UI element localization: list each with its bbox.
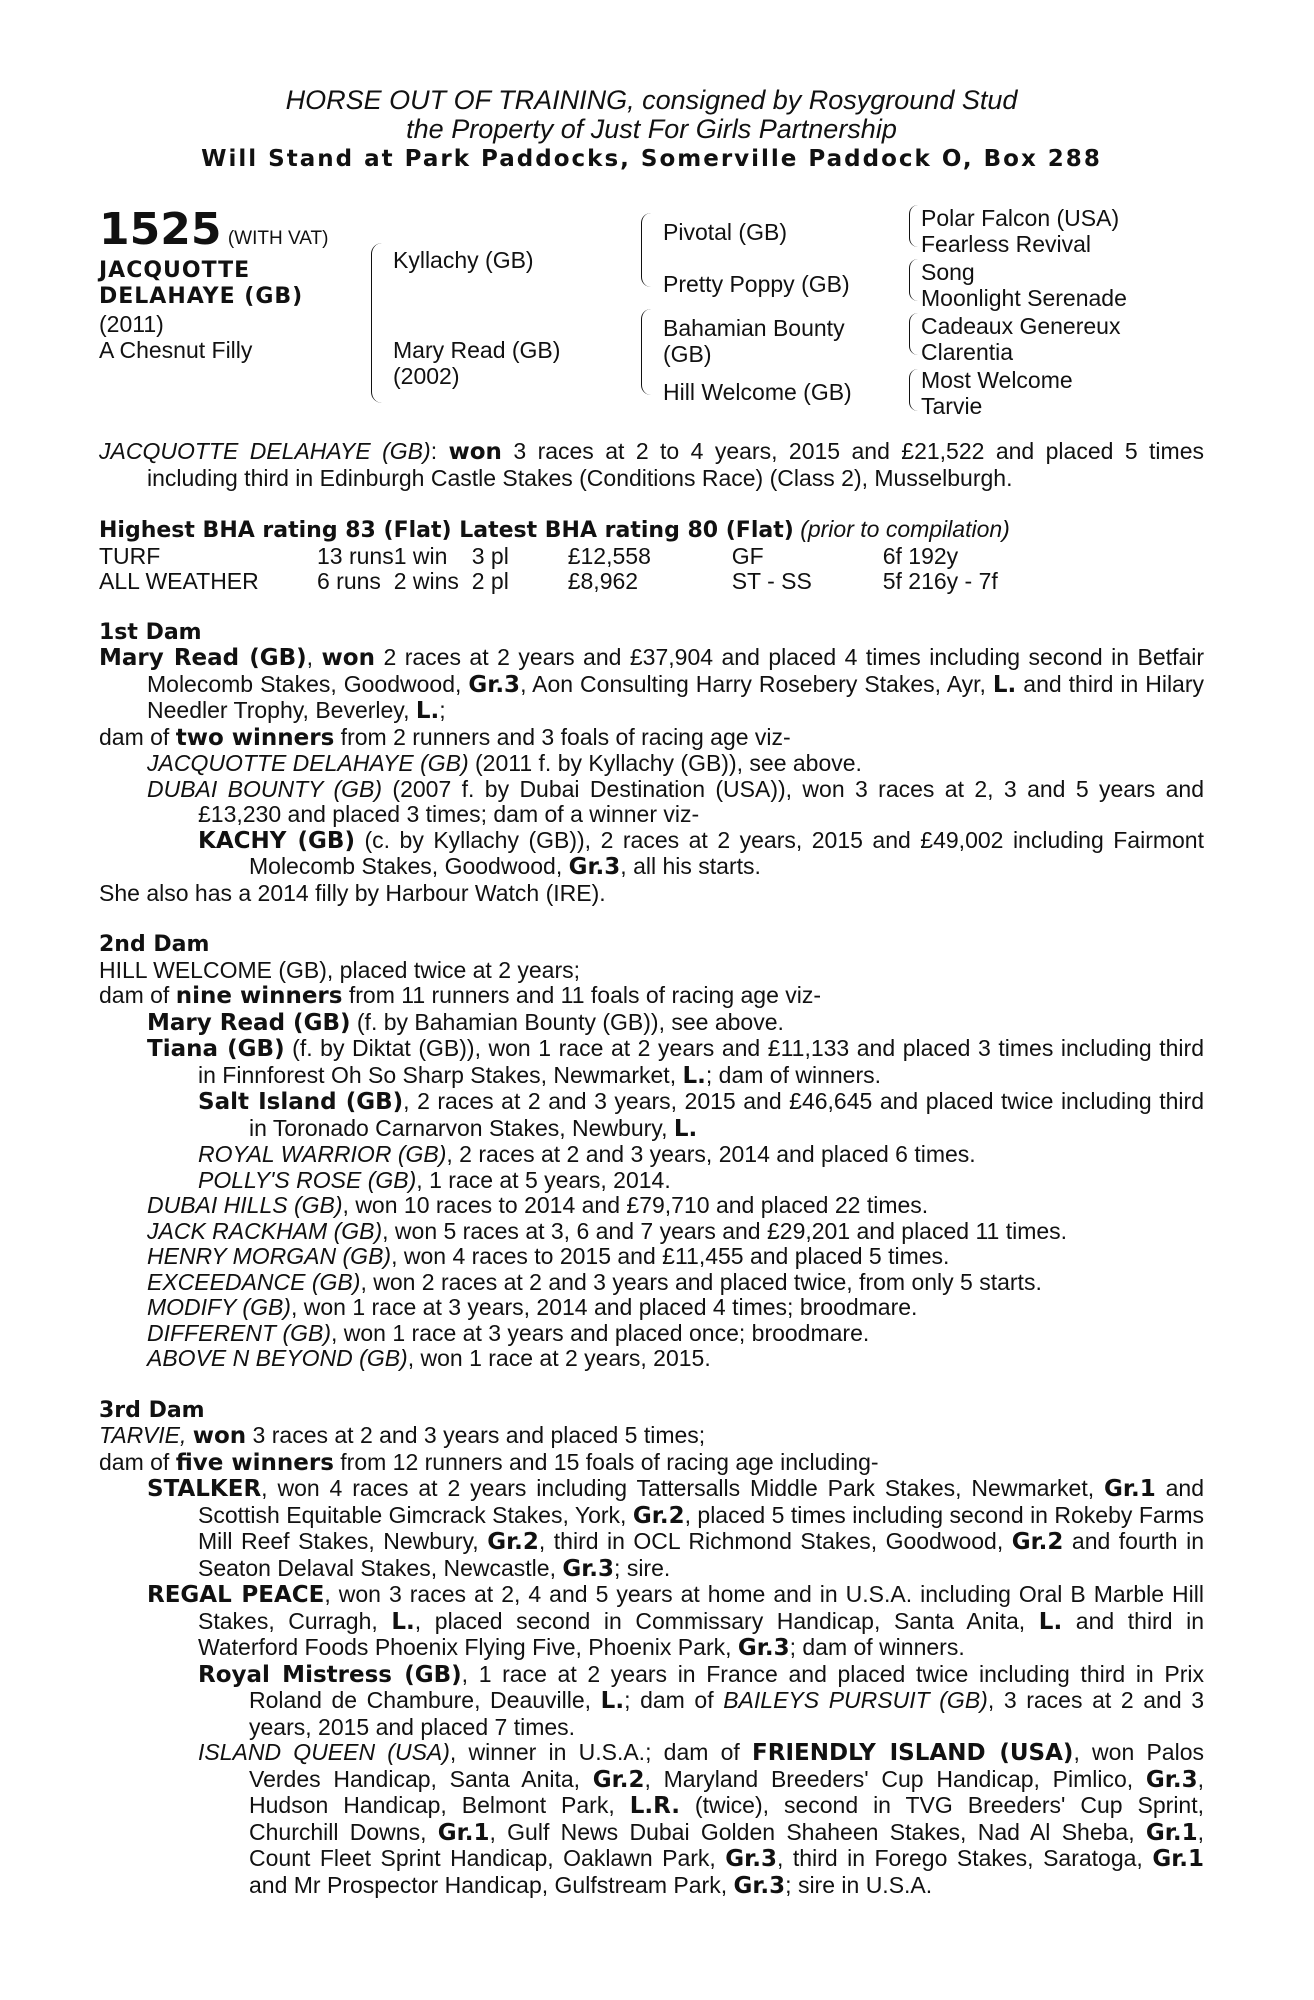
list-item: STALKER, won 4 races at 2 years including Tattersalls Middle Park Stakes, Newmarket, Gr.1 and Scottish Equitable Gimcrack Stakes, York, Gr.2, placed 5 times including second in Rokeby Farms Mill Reef Stakes, Newbury, Gr.2, third in OCL Richmond Stakes, Goodwood, Gr.2 and fourth in Seaton Delaval Stakes, Newcastle, Gr.3; sire. [147,1475,1205,1582]
race-record-table [99,544,998,594]
catalogue-page [99,86,1204,1899]
list-item: REGAL PEACE, won 3 races at 2, 4 and 5 years at home and in U.S.A. including Oral B Marble Hill Stakes, Curragh, L., placed second in Commissary Handicap, Santa Anita, L. and third in Waterford Foods Phoenix Flying Five, Phoenix Park, Gr.3; dam of winners. [147,1581,1205,1661]
pedigree-g5: Cadeaux Genereux [921,313,1121,339]
sire-dam: Pretty Poppy (GB) [663,271,850,297]
dam-name: Mary Read (GB) [393,337,561,363]
first-dam-section [99,620,1204,907]
list-item: KACHY (GB) (c. by Kyllachy (GB)), 2 races at 2 years, 2015 and £49,002 including Fairmont Molecomb Stakes, Goodwood, Gr.3, all his starts. [198,826,1204,880]
list-item: Mary Read (GB) (f. by Bahamian Bounty (GB)), see above. [147,1008,784,1036]
g56-brace [909,313,918,355]
first-dam-title: 1st Dam [99,619,202,645]
second-dam-record: HILL WELCOME (GB), placed twice at 2 years; [99,956,581,983]
list-item: JACK RACKHAM (GB), won 5 races at 3, 6 and 7 years and £29,201 and placed 11 times. [147,1217,1068,1244]
pedigree-g2: Fearless Revival [921,231,1091,257]
dam-year: (2002) [393,363,460,389]
pedigree-g4: Moonlight Serenade [921,285,1127,311]
dam-parents-brace [641,309,651,395]
list-item: HENRY MORGAN (GB), won 4 races to 2015 and £11,455 and placed 5 times. [147,1243,950,1269]
dam-sire-line1: Bahamian Bounty [663,315,845,341]
pedigree-block [99,205,1204,437]
third-dam-produce-intro: dam of five winners from 12 runners and 15 foals of racing age including- [99,1448,879,1476]
header-location: Will Stand at Park Paddocks, Somerville Paddock O, Box 288 [201,146,1102,172]
race-summary: JACQUOTTE DELAHAYE (GB): won 3 races at 2 to 4 years, 2015 and £21,522 and placed 5 times including third in Edinburgh Castle Stakes (Conditions Race) (Class 2), Musselburgh. [99,438,1204,491]
page-header [99,86,1204,175]
first-dam-record: Mary Read (GB), won 2 races at 2 years and £37,904 and placed 4 times including second in Betfair Molecomb Stakes, Goodwood, Gr.3, Aon Consulting Harry Rosebery Stakes, Ayr, L. and third in Hilary Needler Trophy, Beverley, L.; [99,644,1205,724]
list-item: EXCEEDANCE (GB), won 2 races at 2 and 3 years and placed twice, from only 5 starts. [147,1268,1042,1295]
list-item: ABOVE N BEYOND (GB), won 1 race at 2 years, 2015. [147,1345,711,1371]
lot-number: 1525 [99,204,222,255]
list-item: ISLAND QUEEN (USA), winner in U.S.A.; dam of FRIENDLY ISLAND (USA), won Palos Verdes Handicap, Santa Anita, Gr.2, Maryland Breeders' Cup Handicap, Pimlico, Gr.3, Hudson Handicap, Belmont Park, L.R. (twice), second in TVG Breeders' Cup Sprint, Churchill Downs, Gr.1, Gulf News Dubai Golden Shaheen Stakes, Nad Al Sheba, Gr.1, Count Fleet Sprint Handicap, Oaklawn Park, Gr.3, third in Forego Stakes, Saratoga, Gr.1 and Mr Prospector Handicap, Gulfstream Park, Gr.3; sire in U.S.A. [198,1739,1205,1899]
table-row: ALL WEATHER 6 runs 2 wins 2 pl £8,962 ST - SS 5f 216y - 7f [99,567,998,594]
g78-brace [909,369,918,411]
pedigree-g6: Clarentia [921,339,1014,365]
first-dam-produce-intro: dam of two winners from 2 runners and 3 foals of racing age viz- [99,723,791,751]
foaling-year: (2011) [99,311,164,337]
pedigree-g1: Polar Falcon (USA) [921,205,1120,231]
list-item: JACQUOTTE DELAHAYE (GB) (2011 f. by Kyllachy (GB)), see above. [147,750,862,776]
first-dam-also: She also has a 2014 filly by Harbour Watch (IRE). [99,879,606,906]
g34-brace [909,259,918,301]
horse-name-line1: JACQUOTTE [99,258,251,283]
dam-sire-line2: (GB) [663,341,712,367]
ratings-section [99,517,1204,594]
third-dam-record: TARVIE, won 3 races at 2 and 3 years and placed 5 times; [99,1422,706,1449]
list-item: Salt Island (GB), 2 races at 2 and 3 years, 2015 and £46,645 and placed twice including third in Toronado Carnarvon Stakes, Newbury, L. [198,1088,1204,1142]
pedigree-g7: Most Welcome [921,367,1073,393]
table-row: TURF 13 runs 1 win 3 pl £12,558 GF 6f 192y [99,542,959,569]
sire-dam-brace [371,243,382,403]
list-item: DIFFERENT (GB), won 1 race at 3 years and placed once; broodmare. [147,1319,870,1346]
list-item: POLLY'S ROSE (GB), 1 race at 5 years, 2014. [198,1166,671,1193]
second-dam-produce-intro: dam of nine winners from 11 runners and 11 foals of racing age viz- [99,982,822,1009]
sire-name: Kyllachy (GB) [393,247,534,273]
horse-description: A Chesnut Filly [99,337,253,363]
pedigree-g3: Song [921,259,975,285]
second-dam-section [99,932,1204,1372]
pedigree-g8: Tarvie [921,393,983,419]
list-item: Tiana (GB) (f. by Diktat (GB)), won 1 race at 2 years and £11,133 and placed 3 times including third in Finnforest Oh So Sharp Stakes, Newmarket, L.; dam of winners. [147,1035,1204,1089]
list-item: DUBAI HILLS (GB), won 10 races to 2014 and £79,710 and placed 22 times. [147,1192,929,1218]
ratings-heading: Highest BHA rating 83 (Flat) Latest BHA rating 80 (Flat) (prior to compilation) [99,516,1010,543]
lot-number-line [99,205,328,255]
list-item: Royal Mistress (GB), 1 race at 2 years in France and placed twice including third in Prix Roland de Chambure, Deauville, L.; dam of BAILEYS PURSUIT (GB), 3 races at 2 and 3 years, 2015 and placed 7 times. [198,1660,1205,1740]
third-dam-section [99,1398,1204,1900]
second-dam-title: 2nd Dam [99,932,210,957]
vat-note: (WITH VAT) [227,228,329,249]
dam-dam: Hill Welcome (GB) [663,379,852,405]
g12-brace [909,205,918,247]
header-consignor: HORSE OUT OF TRAINING, consigned by Rosyground Stud [285,85,1018,115]
horse-name-line2: DELAHAYE (GB) [99,284,304,309]
sire-sire: Pivotal (GB) [663,219,787,245]
list-item: DUBAI BOUNTY (GB) (2007 f. by Dubai Destination (USA)), won 3 races at 2, 3 and 5 years and £13,230 and placed 3 times; dam of a winner viz- [147,775,1205,827]
third-dam-title: 3rd Dam [99,1397,205,1423]
list-item: ROYAL WARRIOR (GB), 2 races at 2 and 3 years, 2014 and placed 6 times. [198,1141,976,1167]
header-property: the Property of Just For Girls Partnership [406,114,897,144]
sire-parents-brace [641,213,651,287]
list-item: MODIFY (GB), won 1 race at 3 years, 2014 and placed 4 times; broodmare. [147,1294,918,1320]
